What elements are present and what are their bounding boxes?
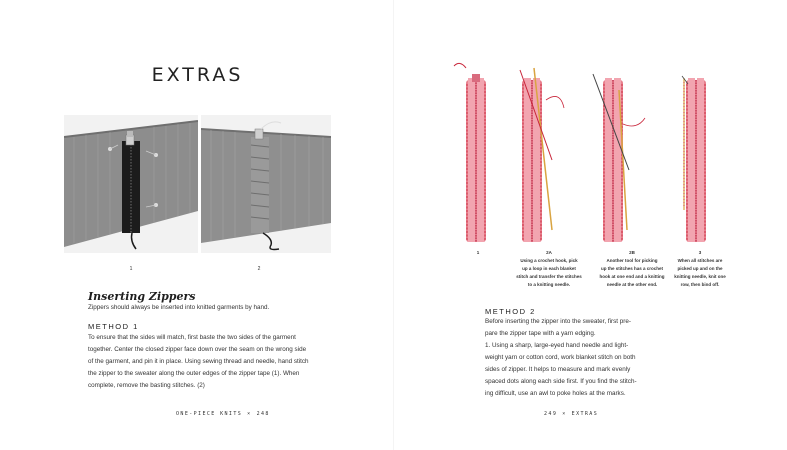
step-caption-line: stitch and transfer the stitches bbox=[516, 274, 582, 279]
step-caption-line: hook at one end and a knitting bbox=[599, 274, 665, 279]
step-label-2a bbox=[510, 249, 588, 289]
body-line: Before inserting the zipper into the sweater, first pre- bbox=[485, 318, 631, 325]
body-line: pare the zipper tape with a yarn edging. bbox=[485, 330, 596, 337]
body-line: 1. Using a sharp, large-eyed hand needle and light- bbox=[485, 342, 629, 349]
step-label-2b bbox=[596, 249, 668, 289]
step-caption-line: Using a crochet hook, pick bbox=[520, 258, 578, 263]
step-caption-line: picked up and on the bbox=[677, 266, 723, 271]
step-number: 2A bbox=[546, 250, 552, 255]
method-2-body bbox=[485, 316, 711, 400]
step-caption-line: needle at the other end. bbox=[606, 282, 658, 287]
body-line: ing difficult, use an awl to poke holes at the marks. bbox=[485, 390, 626, 397]
page-number: 248 bbox=[256, 411, 270, 417]
folio-book-title: ONE-PIECE KNITS bbox=[176, 411, 243, 417]
step-label-1 bbox=[473, 249, 483, 257]
photo-zipper-stitched bbox=[201, 115, 331, 253]
body-line: of the garment, and pin it in place. Using sewing thread and needle, hand stitch bbox=[88, 358, 309, 365]
folio-left bbox=[176, 411, 270, 417]
folio-right bbox=[544, 411, 598, 417]
page-gutter bbox=[393, 0, 394, 450]
section-intro: Zippers should always be inserted into knitted garments by hand. bbox=[88, 304, 270, 311]
step-caption-line: up the stitches has a crochet bbox=[600, 266, 664, 271]
illustration-step-3 bbox=[672, 60, 732, 245]
photo-zipper-pinned bbox=[64, 115, 198, 253]
photo-label-1: 1 bbox=[129, 266, 133, 272]
folio-section-title: EXTRAS bbox=[571, 411, 599, 417]
method-2-heading: METHOD 2 bbox=[485, 307, 536, 316]
step-number: 1 bbox=[476, 250, 480, 255]
body-line: complete, remove the basting stitches. (2) bbox=[88, 382, 205, 389]
photo-label-2: 2 bbox=[257, 266, 261, 272]
body-line: To ensure that the sides will match, first baste the two sides of the garment bbox=[88, 334, 296, 341]
body-line: together. Center the closed zipper face down over the seam on the wrong side bbox=[88, 346, 307, 353]
step-number: 2B bbox=[629, 250, 635, 255]
step-number: 3 bbox=[698, 250, 702, 255]
folio-separator: × bbox=[562, 411, 567, 417]
section-title: Inserting Zippers bbox=[88, 290, 196, 303]
body-line: the zipper to the sweater along the outer edges of the zipper tape (1). When bbox=[88, 370, 300, 377]
page-heading: EXTRAS bbox=[151, 64, 244, 86]
body-line: weight yarn or cotton cord, work blanket stitch on both bbox=[485, 354, 636, 361]
step-caption-line: to a knitting needle. bbox=[527, 282, 571, 287]
step-caption-line: Another tool for picking bbox=[606, 258, 658, 263]
step-label-3 bbox=[664, 249, 736, 289]
step-caption-line: knitting needle, knit one bbox=[674, 274, 726, 279]
method-1-heading: METHOD 1 bbox=[88, 322, 139, 331]
step-caption-line: row, then bind off. bbox=[680, 282, 720, 287]
step-caption-line: When all stitches are bbox=[677, 258, 723, 263]
body-line: sides of zipper. It helps to measure and mark evenly bbox=[485, 366, 631, 373]
page-number: 249 bbox=[544, 411, 558, 417]
illustration-step-2b bbox=[589, 60, 649, 245]
method-1-body bbox=[88, 332, 333, 392]
illustration-step-1 bbox=[452, 60, 512, 245]
step-caption-line: up a loop in each blanket bbox=[522, 266, 576, 271]
folio-separator: × bbox=[247, 411, 252, 417]
body-line: spaced dots along each side first. If you find the stitch- bbox=[485, 378, 637, 385]
illustration-step-2a bbox=[506, 60, 566, 245]
